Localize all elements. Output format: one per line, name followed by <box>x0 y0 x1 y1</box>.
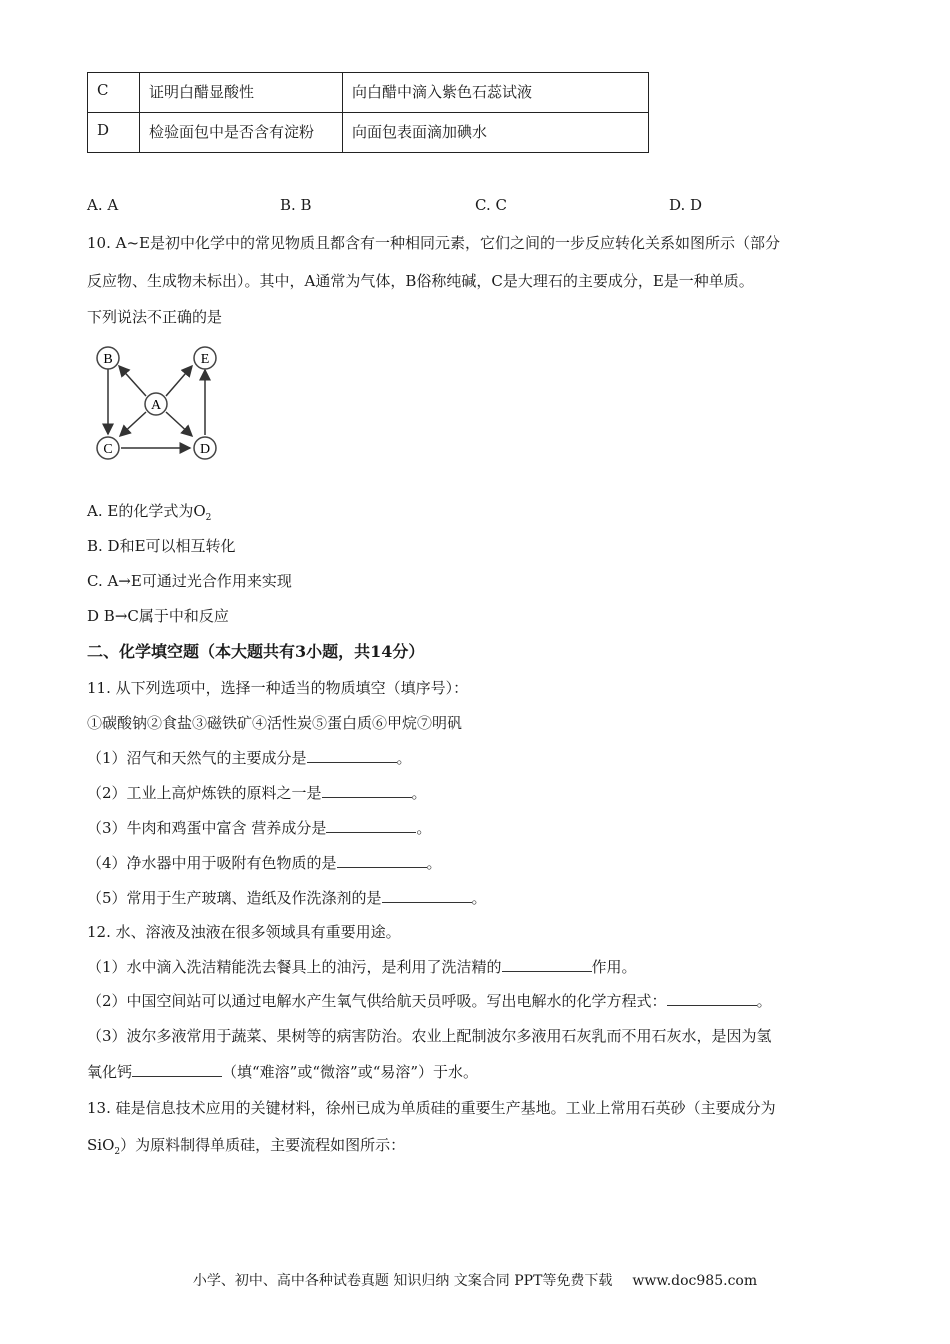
answer-blank[interactable] <box>337 853 427 868</box>
q10-stem-line2: 反应物、生成物未标出）。其中，A通常为气体，B俗称纯碱，C是大理石的主要成分，E是一种单质。 <box>87 272 754 290</box>
q11-part-5: （5）常用于生产玻璃、造纸及作洗涤剂的是 。 <box>87 889 487 907</box>
q13-line1: 13. 硅是信息技术应用的关键材料，徐州已成为单质硅的重要生产基地。工业上常用石英砂（主要成分为 <box>87 1099 776 1117</box>
node-b <box>97 347 119 369</box>
svg-text:D: D <box>199 442 211 457</box>
node-c <box>97 437 119 459</box>
footer-text: 小学、初中、高中各种试卷真题 知识归纳 文案合同 PPT等免费下载 <box>192 1273 613 1289</box>
choice-d: D. D <box>669 196 703 214</box>
q12-part-3-line1: （3）波尔多液常用于蔬菜、果树等的病害防治。农业上配制波尔多液用石灰乳而不用石灰水，是因为氢 <box>87 1027 772 1045</box>
answer-blank[interactable] <box>667 991 757 1006</box>
q12-part-2: （2）中国空间站可以通过电解水产生氧气供给航天员呼吸。写出电解水的化学方程式： 。 <box>87 992 772 1010</box>
node-a <box>145 393 167 415</box>
row-method: 向白醋中滴入紫色石蕊试液 <box>343 73 649 113</box>
svg-text:B: B <box>103 352 113 367</box>
q10-option-c: C. A→E可通过光合作用来实现 <box>87 572 292 590</box>
q10-stem-line1: 10. A~E是初中化学中的常见物质且都含有一种相同元素，它们之间的一步反应转化关系如图所示（部分 <box>87 234 780 252</box>
svg-text:C: C <box>103 442 113 457</box>
arrow-a-to-d <box>166 412 192 436</box>
answer-blank[interactable] <box>326 818 416 833</box>
arrow-a-to-b <box>119 366 146 396</box>
node-e <box>194 347 216 369</box>
q11-part-3: （3）牛肉和鸡蛋中富含 营养成分是 。 <box>87 819 432 837</box>
row-method: 向面包表面滴加碘水 <box>343 113 649 153</box>
q12-part-1: （1）水中滴入洗洁精能洗去餐具上的油污，是利用了洗洁精的 作用。 <box>87 958 637 976</box>
answer-blank[interactable] <box>132 1062 222 1077</box>
q11-part-4: （4）净水器中用于吸附有色物质的是 。 <box>87 854 442 872</box>
row-label: C <box>88 73 140 113</box>
q11-part-1: （1）沼气和天然气的主要成分是 。 <box>87 749 412 767</box>
section-heading: 二、化学填空题（本大题共有3小题，共14分） <box>87 642 425 661</box>
row-purpose: 检验面包中是否含有淀粉 <box>140 113 343 153</box>
svg-text:A: A <box>150 398 162 413</box>
choice-a: A. A <box>87 196 119 214</box>
footer-url[interactable]: www.doc985.com <box>632 1273 758 1289</box>
q10-option-d: D B→C属于中和反应 <box>87 607 229 625</box>
conversion-diagram <box>90 340 230 470</box>
answer-blank[interactable] <box>307 748 397 763</box>
q13-line2: SiO$_2$）为原料制得单质硅，主要流程如图所示： <box>87 1136 406 1157</box>
arrow-a-to-e <box>166 366 192 396</box>
svg-text:E: E <box>200 352 210 367</box>
q12-part-3-line2: 氧化钙 （填“难溶”或“微溶”或“易溶”）于水。 <box>87 1063 479 1081</box>
answer-blank[interactable] <box>322 783 412 798</box>
table-row <box>88 73 649 113</box>
q11-part-2: （2）工业上高炉炼铁的原料之一是 。 <box>87 784 427 802</box>
choice-b: B. B <box>280 196 312 214</box>
q10-stem-line3: 下列说法不正确的是 <box>87 308 223 326</box>
row-purpose: 证明白醋显酸性 <box>140 73 343 113</box>
q11-stem: 11. 从下列选项中，选择一种适当的物质填空（填序号）： <box>87 679 469 697</box>
answer-blank[interactable] <box>382 888 472 903</box>
experiment-table <box>87 72 649 153</box>
arrow-a-to-c <box>120 412 146 436</box>
q11-options: ①碳酸钠②食盐③磁铁矿④活性炭⑤蛋白质⑥甲烷⑦明矾 <box>87 714 463 732</box>
q9-choices <box>87 196 887 218</box>
q12-stem: 12. 水、溶液及浊液在很多领域具有重要用途。 <box>87 923 401 941</box>
table-row <box>88 113 649 153</box>
row-label: D <box>88 113 140 153</box>
choice-c: C. C <box>475 196 507 214</box>
answer-blank[interactable] <box>502 957 592 972</box>
q10-option-b: B. D和E可以相互转化 <box>87 537 236 555</box>
q10-option-a: A. E的化学式为$O_2$ <box>87 502 212 523</box>
page-footer <box>0 1270 950 1290</box>
node-d <box>194 437 216 459</box>
